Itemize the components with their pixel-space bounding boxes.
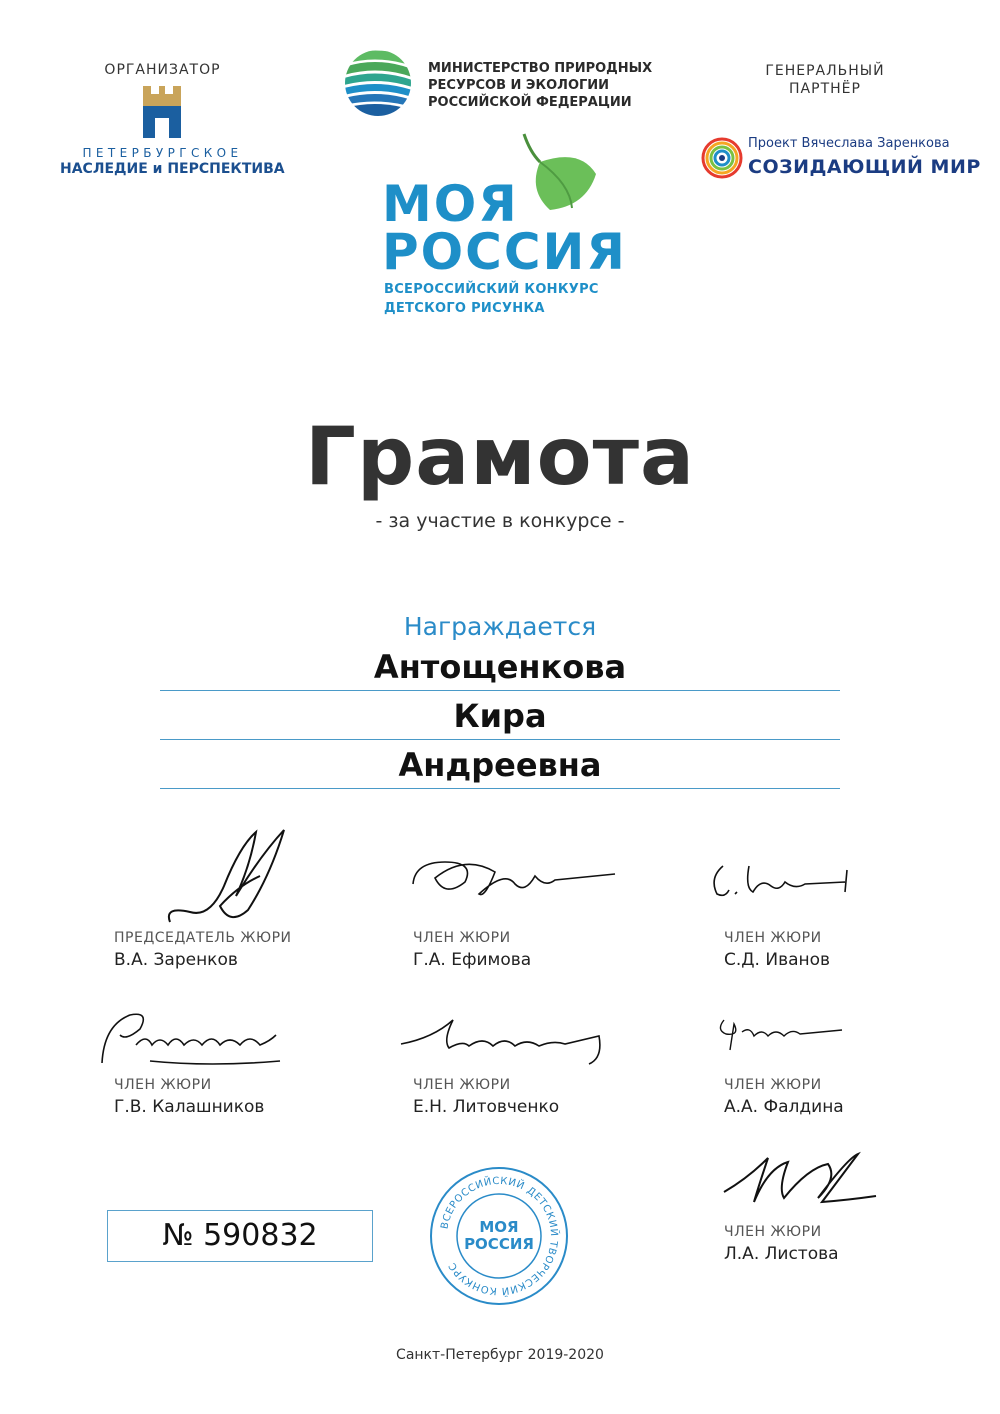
rainbow-ring-icon xyxy=(700,136,744,180)
birch-leaf-icon xyxy=(510,128,602,220)
certificate-title: Грамота xyxy=(305,410,695,503)
surname: Антощенкова xyxy=(373,648,627,686)
patronymic-line xyxy=(160,741,840,789)
jury-name-2: Г.А. Ефимова xyxy=(413,950,532,970)
jury-role-4: ЧЛЕН ЖЮРИ xyxy=(114,1077,212,1093)
jury-name-7: Л.А. Листова xyxy=(724,1244,839,1264)
partner-label-line2: ПАРТНЁР xyxy=(789,81,861,97)
ministry-name xyxy=(428,60,668,111)
signature-kalashnikov xyxy=(90,1005,290,1075)
signature-faldina xyxy=(712,1010,852,1055)
certificate-number: № 590832 xyxy=(162,1218,318,1253)
stamp-ring-text: ВСЕРОССИЙСКИЙ ДЕТСКИЙ ТВОРЧЕСКИЙ КОНКУРС xyxy=(439,1175,560,1297)
contest-subtitle xyxy=(384,280,599,318)
jury-name-5: Е.Н. Литовченко xyxy=(413,1097,560,1117)
organizer-label: ОРГАНИЗАТОР xyxy=(104,62,221,78)
jury-role-3: ЧЛЕН ЖЮРИ xyxy=(724,930,822,946)
signature-zarenkov xyxy=(160,826,300,936)
ministry-line1: МИНИСТЕРСТВО ПРИРОДНЫХ xyxy=(428,61,653,76)
stamp-center-line2: РОССИЯ xyxy=(464,1235,534,1253)
jury-name-6: А.А. Фалдина xyxy=(724,1097,844,1117)
contest-title-line1: МОЯ xyxy=(382,175,519,233)
jury-role-1: ПРЕДСЕДАТЕЛЬ ЖЮРИ xyxy=(114,930,292,946)
patronymic: Андреевна xyxy=(398,746,602,784)
ministry-logo-icon xyxy=(344,48,412,118)
surname-line xyxy=(160,643,840,691)
jury-role-2: ЧЛЕН ЖЮРИ xyxy=(413,930,511,946)
awarded-label: Награждается xyxy=(403,612,597,641)
stamp-center-line1: МОЯ xyxy=(479,1218,519,1236)
signature-listova xyxy=(718,1148,883,1218)
partner-label-line1: ГЕНЕРАЛЬНЫЙ xyxy=(765,63,885,79)
partner-name-line2: СОЗИДАЮЩИЙ МИР xyxy=(748,156,981,178)
first-name-line xyxy=(160,692,840,740)
castle-tower-icon xyxy=(143,86,181,138)
footer-place-year: Санкт-Петербург 2019-2020 xyxy=(396,1347,604,1363)
first-name: Кира xyxy=(453,697,547,735)
partner-label xyxy=(745,62,905,98)
ministry-line3: РОССИЙСКОЙ ФЕДЕРАЦИИ xyxy=(428,95,632,110)
signature-ivanov xyxy=(705,858,855,903)
jury-name-1: В.А. Заренков xyxy=(114,950,238,970)
jury-name-3: С.Д. Иванов xyxy=(724,950,831,970)
partner-name-line1: Проект Вячеслава Заренкова xyxy=(748,136,950,151)
organizer-name-line1: ПЕТЕРБУРГСКОЕ xyxy=(82,146,243,160)
jury-role-6: ЧЛЕН ЖЮРИ xyxy=(724,1077,822,1093)
jury-role-7: ЧЛЕН ЖЮРИ xyxy=(724,1224,822,1240)
organizer-name-line2: НАСЛЕДИЕ и ПЕРСПЕКТИВА xyxy=(60,161,285,177)
seal-stamp xyxy=(428,1165,570,1307)
certificate-subtitle: - за участие в конкурсе - xyxy=(375,510,625,532)
contest-title-line2: РОССИЯ xyxy=(382,223,627,281)
jury-name-4: Г.В. Калашников xyxy=(114,1097,265,1117)
contest-subtitle-line2: ДЕТСКОГО РИСУНКА xyxy=(384,301,545,316)
signature-efimova xyxy=(405,848,620,908)
ministry-line2: РЕСУРСОВ И ЭКОЛОГИИ xyxy=(428,78,610,93)
certificate-number-box xyxy=(107,1210,373,1262)
jury-role-5: ЧЛЕН ЖЮРИ xyxy=(413,1077,511,1093)
contest-subtitle-line1: ВСЕРОССИЙСКИЙ КОНКУРС xyxy=(384,282,599,297)
signature-litovchenko xyxy=(393,1010,613,1070)
